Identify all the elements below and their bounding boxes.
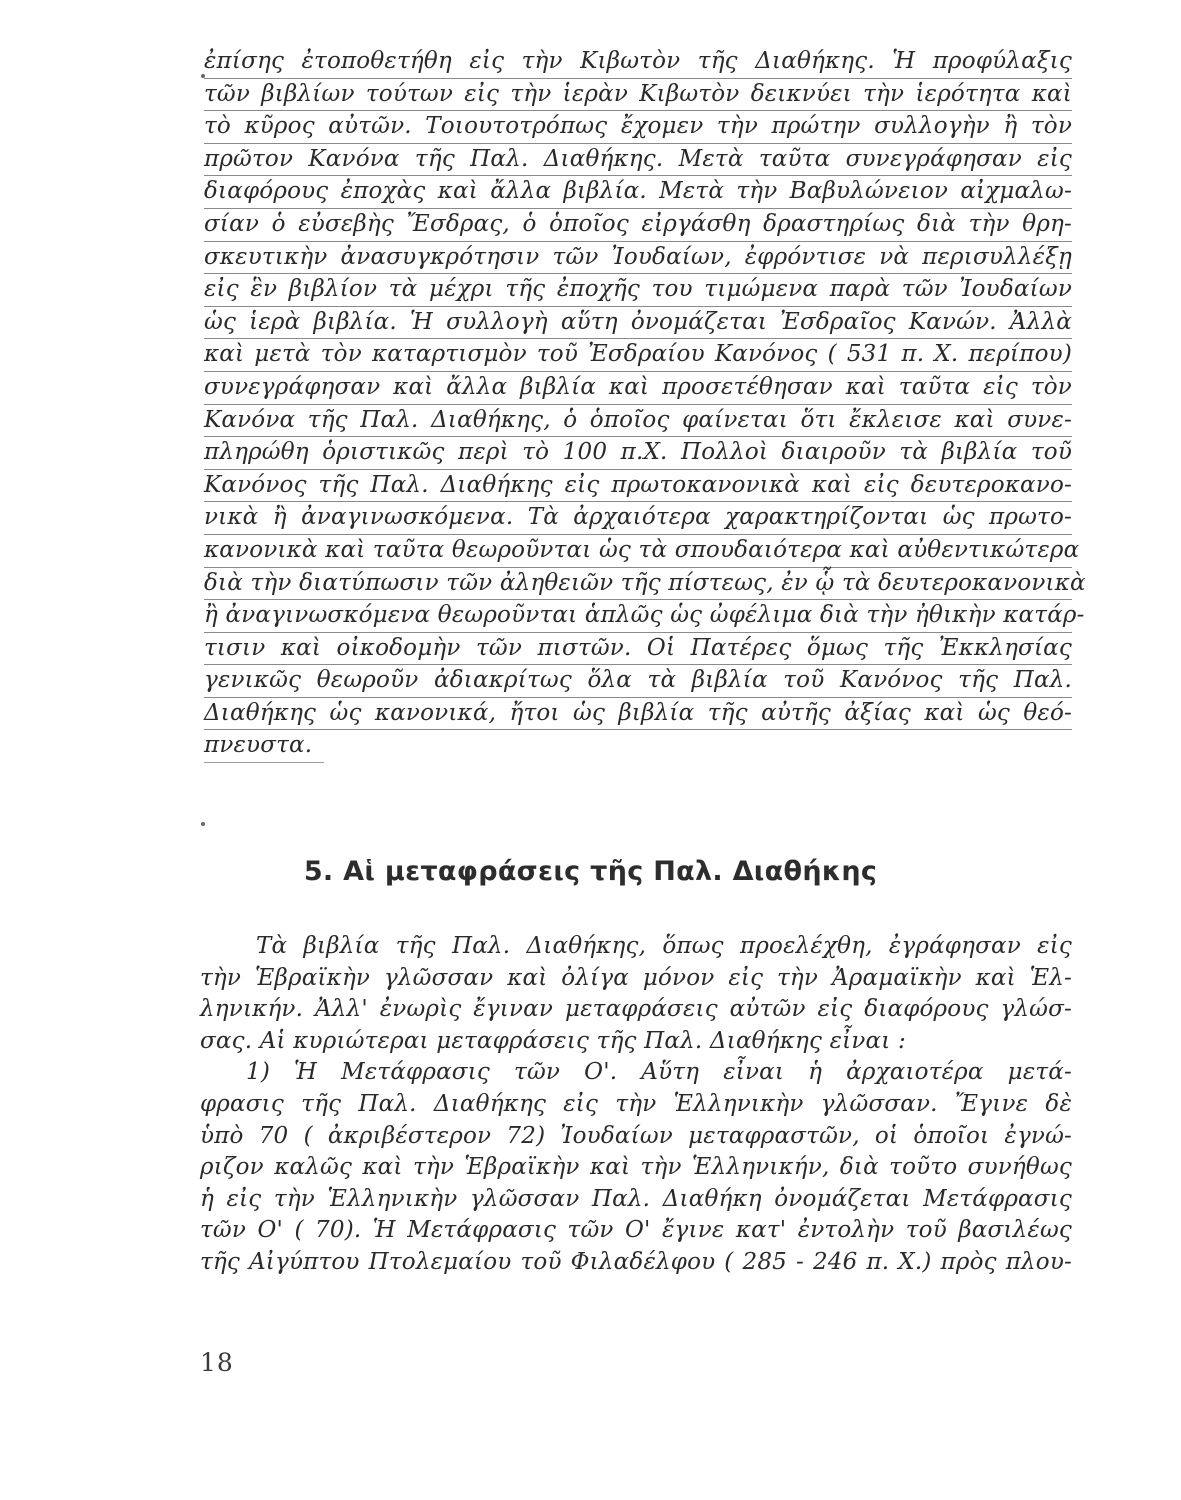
text-line: τὸ κῦρος αὐτῶν. Τοιουτοτρόπως ἔχομεν τὴν πρώτην συλλογὴν ἢ τὸν (204, 111, 1072, 144)
text-line-indented: Τὰ βιβλία τῆς Παλ. Διαθήκης, ὅπως προελέχθη, ἐγράφησαν εἰς (256, 933, 1072, 959)
margin-dot-mark (201, 74, 205, 78)
text-line: τῶν βιβλίων τούτων εἰς τὴν ἱερὰν Κιβωτὸν δεικνύει τὴν ἱερότητα καὶ (204, 79, 1072, 112)
text-line: νικὰ ἢ ἀναγινωσκόμενα. Τὰ ἀρχαιότερα χαρακτηρίζονται ὡς πρωτο- (204, 502, 1072, 535)
text-line-indented: 1) Ἡ Μετάφρασις τῶν Ο'. Αὕτη εἶναι ἡ ἀρχαιοτέρα μετά- (246, 1059, 1072, 1086)
text-line: συνεγράφησαν καὶ ἄλλα βιβλία καὶ προσετέθησαν καὶ ταῦτα εἰς τὸν (204, 372, 1072, 405)
text-line: κανονικὰ καὶ ταῦτα θεωροῦνται ὡς τὰ σπουδαιότερα καὶ αὐθεντικώτερα (204, 535, 1072, 568)
text-line: εἰς ἓν βιβλίον τὰ μέχρι τῆς ἐποχῆς του τιμώμενα παρὰ τῶν Ἰουδαίων (204, 274, 1072, 307)
text-line-last: πνευστα. (204, 730, 324, 763)
text-line: ἐπίσης ἐτοποθετήθη εἰς τὴν Κιβωτὸν τῆς Διαθήκης. Ἡ προφύλαξις (204, 46, 1072, 79)
text-line: ἢ ἀναγινωσκόμενα θεωροῦνται ἁπλῶς ὡς ὠφέλιμα διὰ τὴν ἠθικὴν κατάρ- (204, 600, 1072, 633)
top-paragraph (200, 46, 1086, 763)
text-line: γενικῶς θεωροῦν ἀδιακρίτως ὅλα τὰ βιβλία τοῦ Κανόνος τῆς Παλ. (204, 665, 1072, 698)
text-line: διὰ τὴν διατύπωσιν τῶν ἀληθειῶν τῆς πίστεως, ἐν ᾧ τὰ δευτεροκανονικὰ (204, 568, 1072, 601)
text-line: σκευτικὴν ἀνασυγκρότησιν τῶν Ἰουδαίων, ἐφρόντισε νὰ περισυλλέξῃ (204, 242, 1072, 275)
text-line: πληρώθη ὁριστικῶς περὶ τὸ 100 π.Χ. Πολλοὶ διαιροῦν τὰ βιβλία τοῦ (204, 437, 1072, 470)
text-line: Διαθήκης ὡς κανονικά, ἤτοι ὡς βιβλία τῆς αὐτῆς ἀξίας καὶ ὡς θεό- (204, 698, 1072, 731)
text-line: διαφόρους ἐποχὰς καὶ ἄλλα βιβλία. Μετὰ τὴν Βαβυλώνειον αἰχμαλω- (204, 176, 1072, 209)
text-line: ληνικήν. Ἀλλ' ἐνωρὶς ἔγιναν μεταφράσεις αὐτῶν εἰς διαφόρους γλώσ- (200, 996, 1072, 1023)
text-line: καὶ μετὰ τὸν καταρτισμὸν τοῦ Ἐσδραίου Κανόνος ( 531 π. Χ. περίπου) (204, 339, 1072, 372)
text-line: σας. Αἱ κυριώτεραι μεταφράσεις τῆς Παλ. Διαθήκης εἶναι : (200, 1027, 906, 1054)
text-line: τῆς Αἰγύπτου Πτολεμαίου τοῦ Φιλαδέλφου ( 285 - 246 π. Χ.) πρὸς πλου- (200, 1248, 1072, 1275)
text-line: ὑπὸ 70 ( ἀκριβέστερον 72) Ἰουδαίων μεταφραστῶν, οἱ ὁποῖοι ἐγνώ- (200, 1122, 1072, 1149)
text-line: τῶν Ο' ( 70). Ἡ Μετάφρασις τῶν Ο' ἔγινε κατ' ἐντολὴν τοῦ βασιλέως (200, 1217, 1072, 1244)
text-line: πρῶτον Κανόνα τῆς Παλ. Διαθήκης. Μετὰ ταῦτα συνεγράφησαν εἰς (204, 144, 1072, 177)
text-line: σίαν ὁ εὐσεβὴς Ἔσδρας, ὁ ὁποῖος εἰργάσθη δραστηρίως διὰ τὴν θρη- (204, 209, 1072, 242)
text-line: τισιν καὶ οἰκοδομὴν τῶν πιστῶν. Οἱ Πατέρες ὅμως τῆς Ἐκκλησίας (204, 633, 1072, 666)
text-line: φρασις τῆς Παλ. Διαθήκης εἰς τὴν Ἑλληνικὴν γλῶσσαν. Ἔγινε δὲ (200, 1090, 1072, 1117)
text-line: ριζον καλῶς καὶ τὴν Ἑβραϊκὴν καὶ τὴν Ἑλληνικήν, διὰ τοῦτο συνήθως (200, 1154, 1072, 1181)
text-line: Κανόνα τῆς Παλ. Διαθήκης, ὁ ὁποῖος φαίνεται ὅτι ἔκλεισε καὶ συνε- (204, 405, 1072, 438)
text-line: τὴν Ἑβραϊκὴν γλῶσσαν καὶ ὀλίγα μόνον εἰς τὴν Ἀραμαϊκὴν καὶ Ἑλ- (200, 964, 1072, 991)
section-heading: 5. Αἱ μεταφράσεις τῆς Παλ. Διαθήκης (303, 856, 878, 887)
page-number: 18 (200, 1348, 234, 1377)
text-line: ἡ εἰς τὴν Ἑλληνικὴν γλῶσσαν Παλ. Διαθήκη ὀνομάζεται Μετάφρασις (200, 1185, 1072, 1212)
text-line: ὡς ἱερὰ βιβλία. Ἡ συλλογὴ αὕτη ὀνομάζεται Ἐσδραῖος Κανών. Ἀλλὰ (204, 307, 1072, 340)
margin-dot-mark (201, 822, 205, 826)
bottom-paragraph (200, 931, 1072, 1279)
text-line: Κανόνος τῆς Παλ. Διαθήκης εἰς πρωτοκανονικὰ καὶ εἰς δευτεροκανο- (204, 470, 1072, 503)
